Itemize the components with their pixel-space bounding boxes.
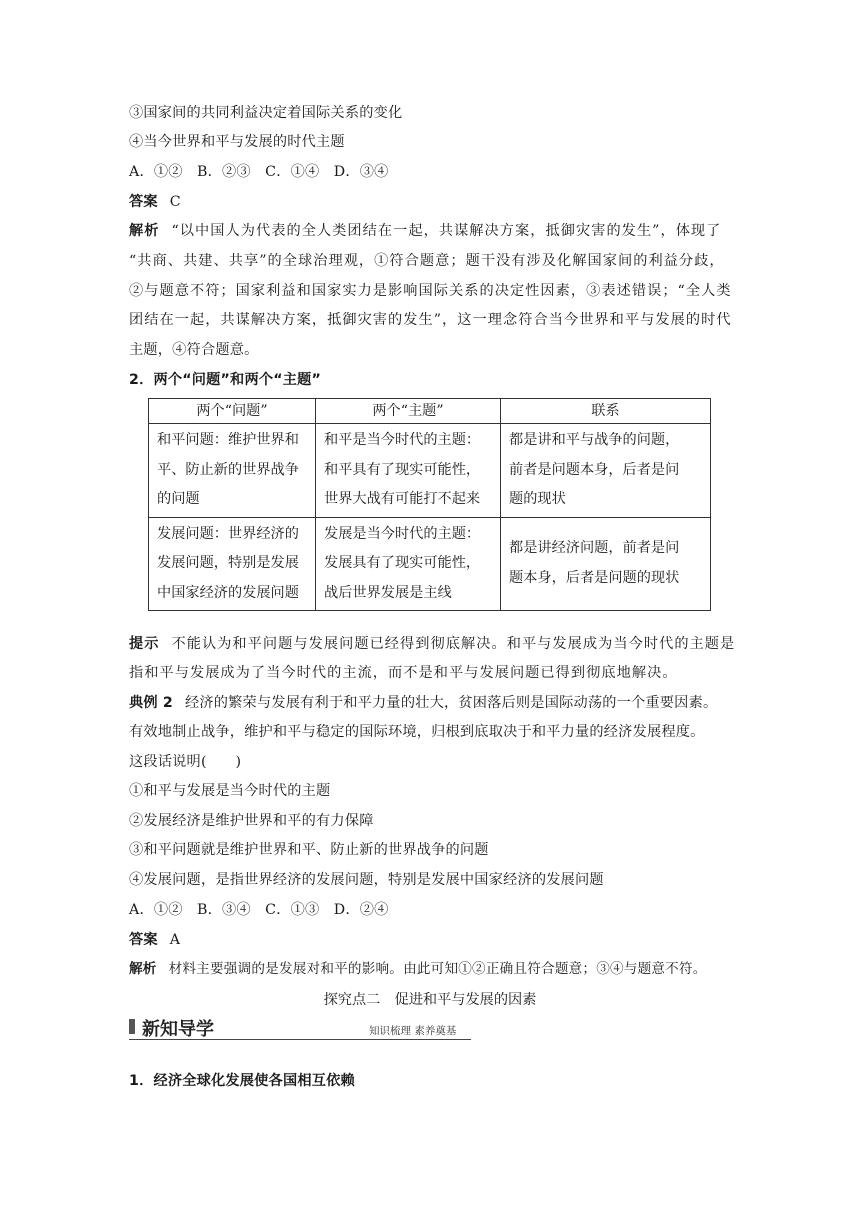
example2-option-4: ④发展问题，是指世界经济的发展问题，特别是发展中国家经济的发展问题 [129,872,604,888]
cell-line: 和平是当今时代的主题： [324,432,481,448]
example2-line-1 [129,693,717,713]
answer-value: A [169,932,181,948]
example2-choices: A．①② B．③④ C．①③ D．②④ [129,902,389,918]
example2-option-2: ②发展经济是维护世界和平的有力保障 [129,813,374,829]
table-row [149,517,711,611]
table-header: 两个“问题” [149,399,316,424]
cell-line: 平、防止新的世界战争 [157,461,299,478]
cell-line: 发展问题：世界经济的 [157,525,299,542]
point2-heading: 2．两个“问题”和两个“主题” [129,372,322,388]
answer-label: 答案 [129,932,158,948]
cell-line: 发展问题，特别是发展 [157,555,299,571]
cell-line: 都是讲和平与战争的问题， [509,432,680,448]
section2-first-heading: 1．经济全球化发展使各国相互依赖 [129,1073,355,1089]
example2-answer [129,930,180,950]
tip-line-1 [129,634,735,654]
banner-title: 新知导学 [142,1019,214,1040]
example2-label: 典例 2 [129,695,173,711]
example2-line-2: 有效地制止战争，维护和平与稳定的国际环境，归根到底取决于和平力量的经济发展程度。 [129,724,705,740]
table-cell [501,424,711,518]
banner-divider [129,1039,471,1040]
analysis-label: 解析 [129,223,160,239]
cell-line: 题的现状 [509,491,566,507]
analysis-text: “以中国人为代表的全人类团结在一起，共谋解决方案，抵御灾害的发生”，体现了 [171,223,722,239]
cell-line: 发展具有了现实可能性， [324,555,481,571]
analysis-label: 解析 [129,961,157,977]
analysis-line-2: “共商、共建、共享”的全球治理观，①符合题意；题干没有涉及化解国家间的利益分歧， [129,253,725,269]
table-row [149,424,711,518]
table-cell [149,424,316,518]
analysis-line-1 [129,221,721,241]
section-title: 探究点二 促进和平与发展的因素 [323,992,537,1008]
option-3: ③国家间的共同利益决定着国际关系的变化 [129,105,403,121]
two-topics-table [148,398,711,611]
answer-choices: A．①② B．②③ C．①④ D．③④ [129,164,389,180]
cell-line: 的问题 [157,491,200,507]
cell-line: 中国家经济的发展问题 [157,584,299,601]
table-header: 联系 [501,399,711,424]
tip-text: 不能认为和平问题与发展问题已经得到彻底解决。和平与发展成为当今时代的主题是 [171,636,736,652]
example2-option-1: ①和平与发展是当今时代的主题 [129,783,331,799]
banner-subtitle: 知识梳理 素养奠基 [369,1025,457,1037]
cell-line: 前者是问题本身，后者是问 [509,461,680,478]
analysis-line-3: ②与题意不符；国家利益和国家实力是影响国际关系的决定性因素，③表述错误；“全人类 [129,283,732,299]
example2-option-3: ③和平问题就是维护世界和平、防止新的世界战争的问题 [129,842,489,858]
answer-line [129,192,181,212]
answer-label: 答案 [129,194,158,210]
option-4: ④当今世界和平与发展的时代主题 [129,134,345,150]
banner-bar-icon [129,1019,135,1034]
table-cell [501,517,711,611]
cell-line: 题本身，后者是问题的现状 [509,569,680,586]
table-cell [316,517,501,611]
cell-line: 和平具有了现实可能性， [324,461,481,478]
table-header: 两个“主题” [316,399,501,424]
example2-line-3: 这段话说明( ) [129,754,242,770]
cell-line: 发展是当今时代的主题： [324,525,481,542]
cell-line: 战后世界发展是主线 [324,584,452,601]
analysis-line-5: 主题，④符合题意。 [129,342,259,358]
table-header-row [149,399,711,424]
analysis-line-4: 团结在一起，共谋解决方案，抵御灾害的发生”，这一理念符合当今世界和平与发展的时代 [129,312,732,328]
table-cell [149,517,316,611]
tip-label: 提示 [129,636,160,652]
new-knowledge-banner [129,1016,471,1042]
answer-value: C [169,194,181,210]
example2-stem: 经济的繁荣与发展有利于和平力量的壮大，贫困落后则是国际动荡的一个重要因素。 [185,695,718,711]
table-cell [316,424,501,518]
cell-line: 和平问题：维护世界和 [157,432,299,448]
tip-line-2: 指和平与发展成为了当今时代的主流，而不是和平与发展问题已得到彻底地解决。 [129,665,678,681]
cell-line: 世界大战有可能打不起来 [324,491,481,507]
cell-line: 都是讲经济问题，前者是问 [509,540,680,557]
analysis-text: 材料主要强调的是发展对和平的影响。由此可知①②正确且符合题意；③④与题意不符。 [168,961,707,977]
example2-analysis [129,959,707,979]
